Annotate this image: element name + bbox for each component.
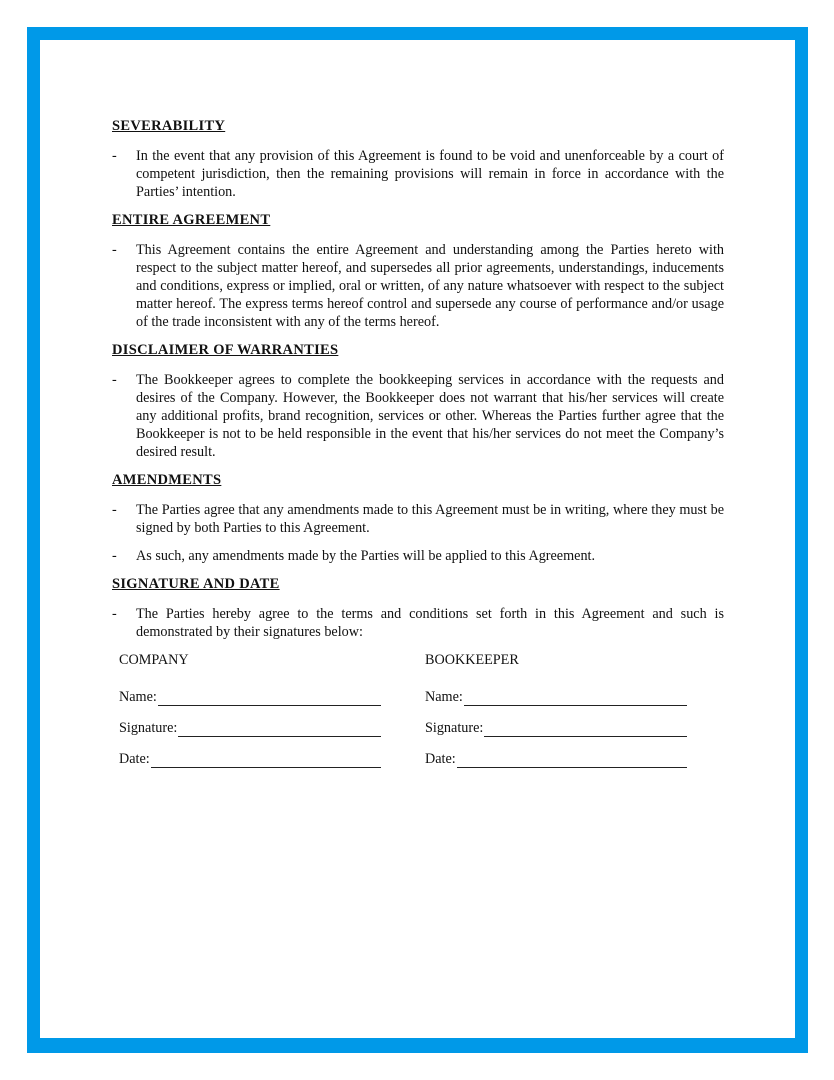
document-content [112, 117, 724, 781]
bullet-paragraph [112, 241, 724, 331]
field-label: Date: [425, 751, 456, 767]
section-heading: DISCLAIMER OF WARRANTIES [112, 342, 339, 358]
field-label: Signature: [425, 720, 484, 736]
company-name-field[interactable] [119, 688, 381, 706]
section-heading: SIGNATURE AND DATE [112, 576, 280, 592]
company-date-field[interactable] [119, 750, 381, 768]
bullet-dash: - [112, 242, 117, 258]
field-label: Name: [425, 689, 463, 705]
field-label: Signature: [119, 720, 178, 736]
bullet-paragraph [112, 547, 724, 565]
field-label: Date: [119, 751, 150, 767]
section-heading: SEVERABILITY [112, 118, 226, 134]
bullet-paragraph [112, 371, 724, 461]
bookkeeper-name-field[interactable] [425, 688, 687, 706]
signature-line[interactable] [178, 722, 381, 737]
section-signature-and-date [112, 575, 724, 641]
signature-block [112, 651, 724, 781]
company-signature-column [119, 651, 381, 781]
bookkeeper-signature-field[interactable] [425, 719, 687, 737]
document-page [40, 40, 795, 1038]
bullet-text: In the event that any provision of this Agreement is found to be void and unenforceable by a court of competent jurisdiction, then the remaining provisions will remain in force in accordance with the Parties’ intention. [136, 148, 724, 200]
bullet-text: The Parties hereby agree to the terms and conditions set forth in this Agreement and such is demonstrated by their signatures below: [136, 606, 724, 640]
name-line[interactable] [464, 691, 687, 706]
signature-line[interactable] [484, 722, 687, 737]
section-heading: AMENDMENTS [112, 472, 222, 488]
field-label: Name: [119, 689, 157, 705]
bullet-dash: - [112, 372, 117, 388]
section-entire-agreement [112, 211, 724, 331]
bullet-paragraph [112, 501, 724, 537]
bullet-paragraph [112, 147, 724, 201]
date-line[interactable] [457, 753, 687, 768]
section-heading: ENTIRE AGREEMENT [112, 212, 271, 228]
company-title: COMPANY [119, 652, 189, 668]
section-severability [112, 117, 724, 201]
bookkeeper-date-field[interactable] [425, 750, 687, 768]
bullet-text: The Parties agree that any amendments made to this Agreement must be in writing, where they must be signed by both Parties to this Agreement. [136, 502, 724, 536]
bullet-text: As such, any amendments made by the Parties will be applied to this Agreement. [136, 548, 596, 564]
section-amendments [112, 471, 724, 565]
bullet-dash: - [112, 148, 117, 164]
name-line[interactable] [158, 691, 381, 706]
bullet-dash: - [112, 502, 117, 518]
bullet-dash: - [112, 606, 117, 622]
company-signature-field[interactable] [119, 719, 381, 737]
bullet-paragraph [112, 605, 724, 641]
bullet-dash: - [112, 548, 117, 564]
bullet-text: This Agreement contains the entire Agreement and understanding among the Parties hereto with respect to the subject matter hereof, and supersedes all prior agreements, understandings, inducements and conditions, express or implied, oral or written, of any nature whatsoever with respect to the subject matter hereof. The express terms hereof control and supersede any course of performance and/or usage of the trade inconsistent with any of the terms hereof. [136, 242, 724, 330]
bookkeeper-title: BOOKKEEPER [425, 652, 519, 668]
date-line[interactable] [151, 753, 381, 768]
bookkeeper-signature-column [425, 651, 687, 781]
section-disclaimer-of-warranties [112, 341, 724, 461]
bullet-text: The Bookkeeper agrees to complete the bookkeeping services in accordance with the requests and desires of the Company. However, the Bookkeeper does not warrant that his/her services will create any additional profits, brand recognition, services or other. Whereas the Parties further agree that the Bookkeeper is not to be held responsible in the event that his/her services do not meet the Company’s desired result. [136, 372, 724, 460]
